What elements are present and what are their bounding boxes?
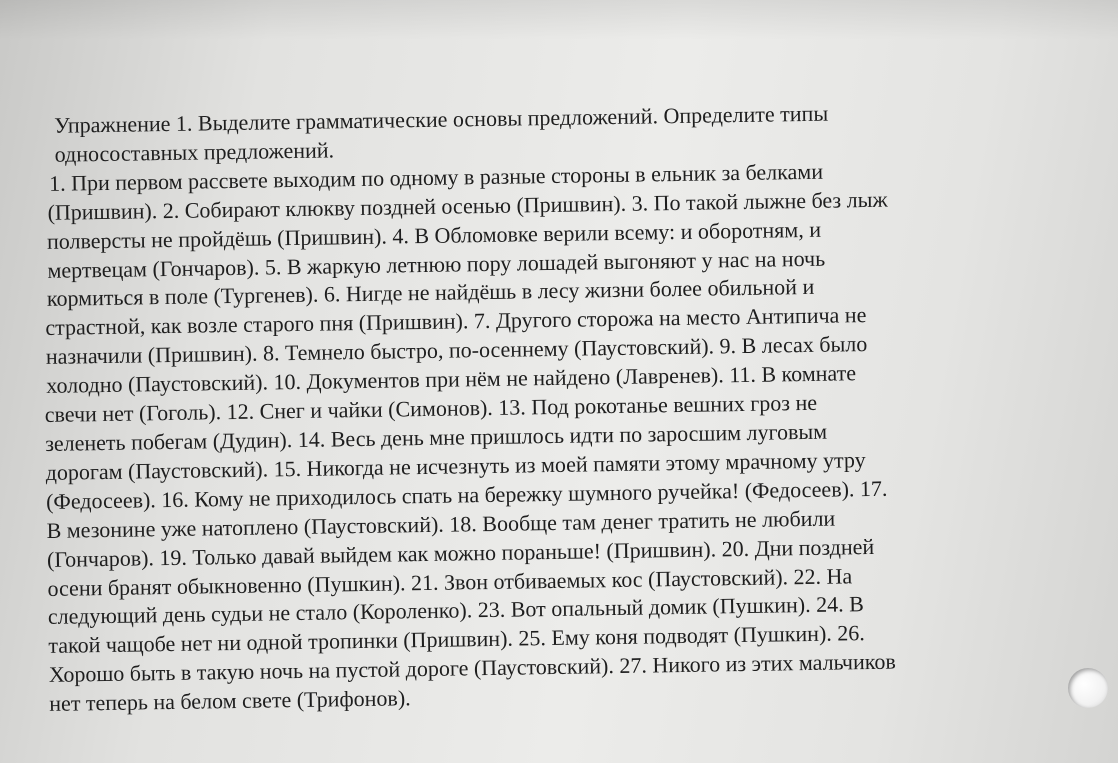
text-line: полверсты не пройдёшь (Пришвин). 4. В Обломовке верили всему: и оборотням, и — [46, 216, 822, 254]
text-line: В мезонине уже натоплено (Паустовский). 18. Вообще там денег тратить не любили — [46, 505, 836, 543]
paper-shadow — [0, 0, 1118, 40]
text-line: мертвецам (Гончаров). 5. В жаркую летнюю пору лошадей выгоняют у нас на ночь — [47, 245, 826, 283]
text-line: Хорошо быть в такую ночь на пустой дороге (Паустовский). 27. Никого из этих мальчиков — [48, 648, 896, 688]
text-line: свечи нет (Гоголь). 12. Снег и чайки (Симонов). 13. Под рокотанье вешних гроз не — [44, 389, 818, 428]
exercise-text — [40, 96, 1081, 719]
exercise-title-line: односоставных предложений. — [54, 137, 335, 167]
text-line: (Гончаров). 19. Только давай выйдем как можно пораньше! (Пришвин). 20. Дни поздней — [46, 533, 875, 572]
text-line: дорогам (Паустовский). 15. Никогда не исчезнуть из моей памяти этому мрачному утру — [45, 446, 866, 485]
text-line: кормиться в поле (Тургенев). 6. Нигде не найдёшь в лесу жизни более обильной и — [46, 274, 815, 312]
text-line: (Федосеев). 16. Кому не приходилось спать на бережку шумного ручейка! (Федосеев). 17. — [45, 475, 888, 514]
punch-hole — [1068, 668, 1108, 708]
text-line: осени бранят обыкновенно (Пушкин). 21. Звон отбиваемых кос (Паустовский). 22. На — [47, 562, 853, 601]
text-line: (Пришвин). 2. Собирают клюкву поздней осенью (Пришвин). 3. По такой лыжне без лыж — [47, 186, 888, 225]
text-line: зеленеть побегам (Дудин). 14. Весь день мне пришлось идти по заросшим луговым — [45, 418, 828, 456]
text-line: следующий день судьи не стало (Короленко). 23. Вот опальный домик (Пушкин). 24. В — [47, 591, 864, 630]
exercise-title-line: Упражнение 1. Выделите грамматические основы предложений. Определите типы — [54, 100, 829, 138]
text-line: назначили (Пришвин). 8. Темнело быстро, по-осеннему (Паустовский). 9. В лесах было — [45, 331, 868, 370]
text-line: страстной, как возле старого пня (Пришвин). 7. Другого сторожа на место Антипича не — [45, 302, 867, 341]
text-line: холодно (Паустовский). 10. Документов при нём не найдено (Лавренев). 11. В комнате — [46, 360, 857, 399]
text-line: нет теперь на белом свете (Трифонов). — [49, 685, 411, 717]
text-line: 1. При первом рассвете выходим по одному в разные стороны в ельник за белками — [48, 158, 824, 196]
text-line: такой чащобе нет ни одной тропинки (Пришвин). 25. Ему коня подводят (Пушкин). 26. — [48, 620, 865, 659]
